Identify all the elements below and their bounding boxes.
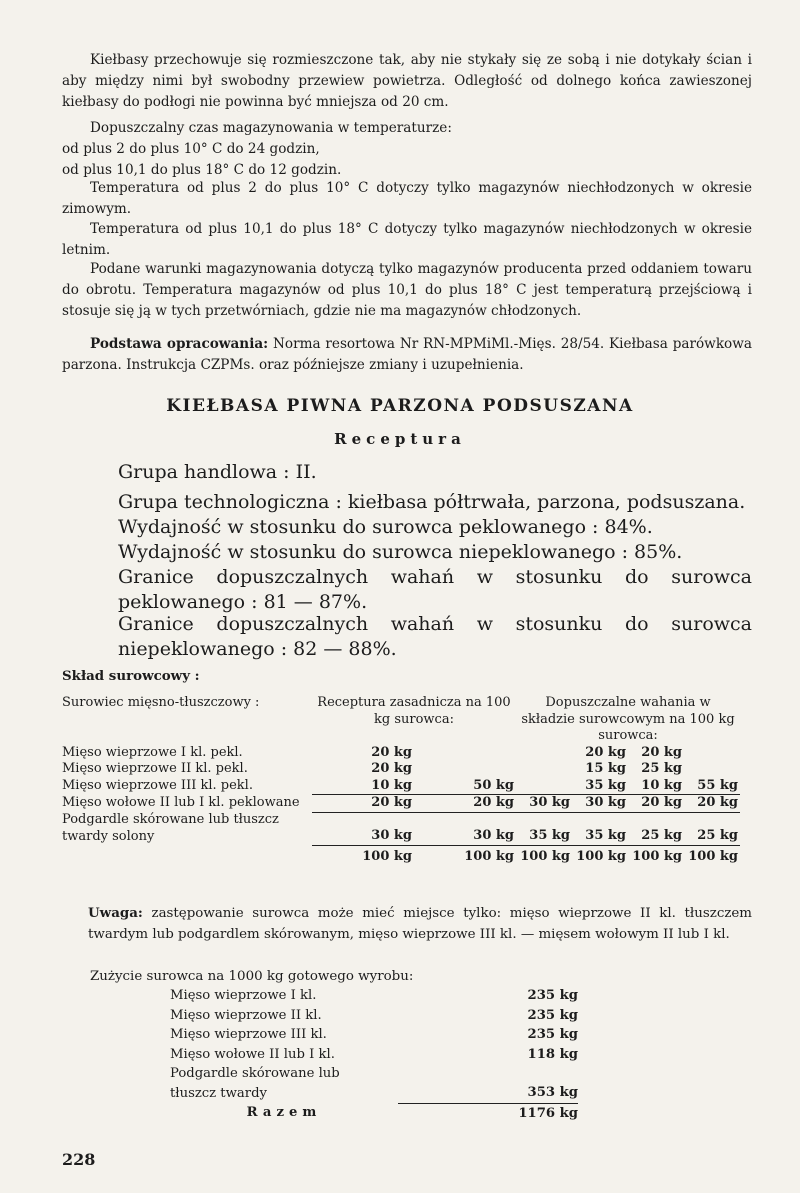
raw-material-header: Surowiec mięsno-tłuszczowy : <box>62 695 260 710</box>
usage-table <box>170 986 578 1123</box>
table-row: Podgardle skórowane lub tłuszcz twardy solony 30 kg 30 kg 35 kg 35 kg 25 kg 25 kg <box>62 812 738 844</box>
storage-time-heading: Dopuszczalny czas magazynowania w temperaturze: <box>90 120 452 136</box>
section-title: KIEŁBASA PIWNA PARZONA PODSUSZANA <box>166 396 634 416</box>
substitution-note <box>88 903 752 945</box>
note-text: zastępowanie surowca może mieć miejsce tylko: mięso wieprzowe II kl. tłuszczem twardym lub podgardlem skórowanym, mięso wieprzowe III kl. — mięsem wołowym II lub I kl. <box>88 906 752 942</box>
page-number: 228 <box>62 1150 96 1169</box>
storage-conditions-paragraph: Podane warunki magazynowania dotyczą tylko magazynów producenta przed oddaniem towaru do obrotu. Temperatura magazynów od plus 10,1 do plus 18° C jest temperaturą przejściową i stosuje się ją w tych przetwórniach, gdzie nie ma magazynów chłodzonych. <box>62 261 752 319</box>
basis-paragraph <box>62 334 752 376</box>
basis-text: Norma resortowa Nr RN-MPMiMl.-Mięs. 28/54. Kiełbasa parówkowa parzona. Instrukcja CZPMs. oraz późniejsze zmiany i uzupełnienia. <box>62 336 752 373</box>
composition-heading: Skład surowcowy : <box>62 668 200 684</box>
table-row: Mięso wieprzowe I kl. pekl. 20 kg 20 kg 20 kg <box>62 744 682 760</box>
yield-cured: Wydajność w stosunku do surowca peklowanego : 84%. <box>118 516 653 538</box>
table-row: Mięso wieprzowe II kl. 235 kg <box>170 1007 578 1023</box>
table-row: Mięso wieprzowe III kl. pekl. 10 kg 50 kg 35 kg 10 kg 55 kg <box>62 777 738 793</box>
composition-header-row <box>60 695 740 745</box>
storage-time-summer: od plus 10,1 do plus 18° C do 12 godzin. <box>62 162 342 178</box>
allowed-variation-header: Dopuszczalne wahania w składzie surowcowym na 100 kg surowca: <box>521 695 735 743</box>
table-row: Mięso wieprzowe II kl. pekl. 20 kg 15 kg 25 kg <box>62 761 682 776</box>
composition-table <box>60 695 740 865</box>
note-label: Uwaga: <box>88 905 143 921</box>
storage-time-winter: od plus 2 do plus 10° C do 24 godzin, <box>62 141 320 157</box>
table-row: Mięso wołowe II lub I kl. peklowane 20 kg 20 kg 30 kg 30 kg 20 kg 20 kg <box>62 794 738 810</box>
range-cured: Granice dopuszczalnych wahań w stosunku do surowca peklowanego : 81 — 87%. <box>118 566 752 613</box>
technological-group: Grupa technologiczna : kiełbasa półtrwała, parzona, podsuszana. <box>118 491 746 513</box>
base-recipe-header: Receptura zasadnicza na 100 kg surowca: <box>317 695 511 727</box>
section-subtitle: Receptura <box>334 430 466 448</box>
usage-heading: Zużycie surowca na 1000 kg gotowego wyrobu: <box>90 969 414 984</box>
table-row: Mięso wołowe II lub I kl. 118 kg <box>170 1046 578 1062</box>
yield-uncured: Wydajność w stosunku do surowca niepeklowanego : 85%. <box>118 541 683 563</box>
table-row: Mięso wieprzowe I kl. 235 kg <box>170 988 578 1003</box>
winter-temperature-note: Temperatura od plus 2 do plus 10° C dotyczy tylko magazynów niechłodzonych w okresie zimowym. <box>62 180 752 217</box>
totals-row: 100 kg 100 kg 100 kg 100 kg 100 kg 100 kg <box>362 848 738 864</box>
table-row: Podgardle skórowane lub tłuszcz twardy 353 kg <box>170 1066 578 1101</box>
storage-time-block <box>62 118 752 181</box>
trade-group: Grupa handlowa : II. <box>118 461 317 483</box>
summer-temperature-note: Temperatura od plus 10,1 do plus 18° C dotyczy tylko magazynów niechłodzonych w okresie letnim. <box>62 221 752 258</box>
range-uncured: Granice dopuszczalnych wahań w stosunku do surowca niepeklowanego : 82 — 88%. <box>118 613 752 660</box>
table-row: Mięso wieprzowe III kl. 235 kg <box>170 1027 578 1042</box>
basis-label: Podstawa opracowania: <box>90 336 269 352</box>
usage-total-row: Razem 1176 kg <box>170 1103 578 1123</box>
storage-paragraph: Kiełbasy przechowuje się rozmieszczone tak, aby nie stykały się ze sobą i nie dotykały ścian i aby między nimi był swobodny przewiew powietrza. Odległość od dolnego końca zawieszonej kiełbasy do podłogi nie powinna być mniejsza od 20 cm. <box>62 52 752 110</box>
